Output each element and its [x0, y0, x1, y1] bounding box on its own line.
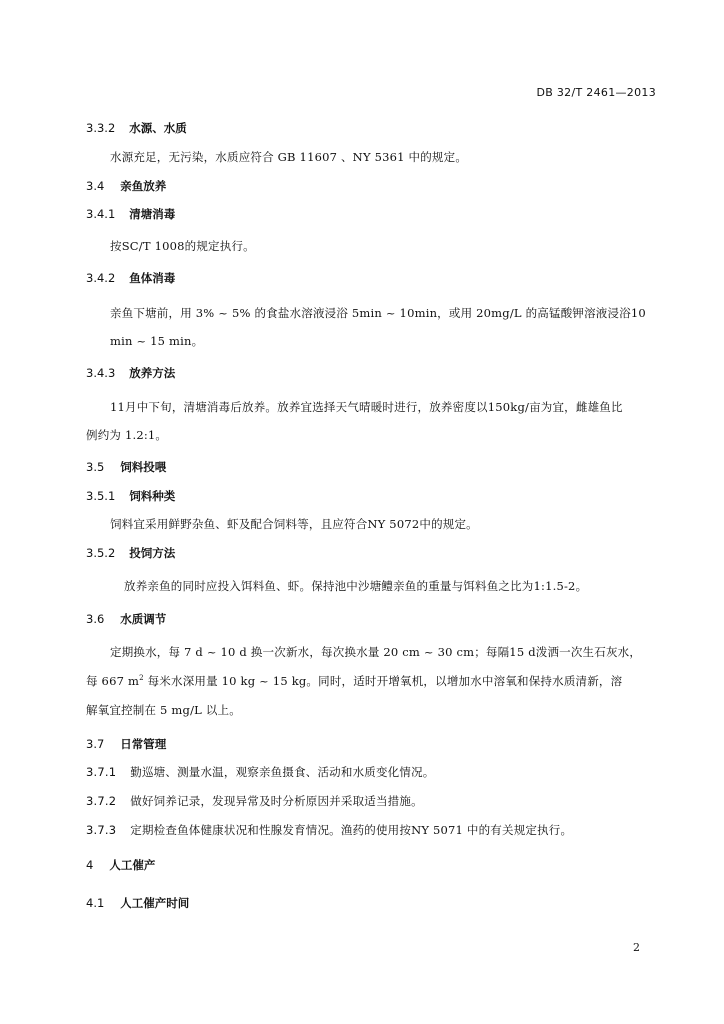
heading-4-1	[86, 895, 189, 911]
section-number: 3.4.2	[86, 271, 116, 285]
item-3-7-1	[86, 764, 434, 780]
section-title: 水源、水质	[129, 121, 187, 135]
section-title: 亲鱼放养	[120, 179, 167, 193]
section-title: 人工催产时间	[120, 896, 190, 910]
paragraph-feed-type: 饲料宜采用鲜野杂鱼、虾及配合饲料等，且应符合NY 5072中的规定。	[110, 517, 478, 531]
section-number: 3.5.1	[86, 489, 116, 503]
item-3-7-3	[86, 822, 572, 838]
section-title: 人工催产	[109, 858, 156, 872]
section-number: 4.1	[86, 896, 105, 910]
heading-3-5	[86, 459, 166, 475]
heading-3-4-1	[86, 206, 175, 222]
heading-3-3-2	[86, 120, 187, 136]
item-text: 定期检查鱼体健康状况和性腺发育情况。渔药的使用按NY 5071 中的有关规定执行。	[130, 823, 573, 837]
section-title: 投饲方法	[129, 546, 176, 560]
document-code-header: DB 32/T 2461—2013	[536, 86, 656, 99]
section-number: 3.5.2	[86, 546, 116, 560]
section-title: 清塘消毒	[129, 207, 176, 221]
superscript: 2	[139, 674, 144, 683]
text-segment: 每米水深用量 10 kg ~ 15 kg。同时，适时开增氧机，以增加水中溶氧和保持水质清新，溶	[143, 674, 623, 688]
heading-3-4-2	[86, 270, 175, 286]
heading-3-5-1	[86, 488, 175, 504]
section-number: 3.7	[86, 737, 105, 751]
paragraph-stocking-line-2: 例约为 1.2:1。	[86, 428, 168, 442]
section-title: 日常管理	[120, 737, 167, 751]
section-title: 饲料投喂	[120, 460, 167, 474]
heading-4	[86, 857, 155, 873]
section-number: 3.4	[86, 179, 105, 193]
section-title: 水质调节	[120, 612, 167, 626]
heading-3-4-3	[86, 365, 175, 381]
section-title: 鱼体消毒	[129, 271, 176, 285]
paragraph-water-adjust-line-3: 解氧宜控制在 5 mg/L 以上。	[86, 703, 241, 717]
section-number: 4	[86, 858, 94, 872]
paragraph-feeding-method: 放养亲鱼的同时应投入饵料鱼、虾。保持池中沙塘鳢亲鱼的重量与饵料鱼之比为1:1.5-2。	[124, 579, 588, 593]
item-number: 3.7.3	[86, 823, 117, 837]
paragraph-fish-disinfection-line-2: min ~ 15 min。	[110, 334, 204, 348]
item-text: 做好饲养记录，发现异常及时分析原因并采取适当措施。	[130, 794, 423, 808]
section-number: 3.5	[86, 460, 105, 474]
heading-3-7	[86, 736, 166, 752]
paragraph-stocking-line-1: 11月中下旬，清塘消毒后放养。放养宜选择天气晴暖时进行，放养密度以150kg/亩为宜，雌雄鱼比	[110, 400, 623, 414]
section-number: 3.6	[86, 612, 105, 626]
item-number: 3.7.2	[86, 794, 117, 808]
item-text: 勤巡塘、测量水温，观察亲鱼摄食、活动和水质变化情况。	[130, 765, 435, 779]
paragraph-water-source: 水源充足，无污染，水质应符合 GB 11607 、NY 5361 中的规定。	[110, 150, 468, 164]
page-number: 2	[633, 941, 640, 954]
item-number: 3.7.1	[86, 765, 117, 779]
section-number: 3.3.2	[86, 121, 116, 135]
heading-3-6	[86, 611, 166, 627]
paragraph-water-adjust-line-1: 定期换水，每 7 d ~ 10 d 换一次新水，每次换水量 20 cm ~ 30 cm；每隔15 d泼洒一次生石灰水，	[110, 645, 642, 659]
paragraph-fish-disinfection-line-1: 亲鱼下塘前，用 3% ~ 5% 的食盐水溶液浸浴 5min ~ 10min，或用 20mg/L 的高锰酸钾溶液浸浴10	[110, 306, 646, 320]
section-number: 3.4.3	[86, 366, 116, 380]
text-segment: 每 667 m	[86, 674, 140, 688]
heading-3-4	[86, 178, 166, 194]
heading-3-5-2	[86, 545, 175, 561]
paragraph-water-adjust-line-2	[86, 673, 622, 689]
section-number: 3.4.1	[86, 207, 116, 221]
section-title: 饲料种类	[129, 489, 176, 503]
section-title: 放养方法	[129, 366, 176, 380]
item-3-7-2	[86, 793, 423, 809]
paragraph-pond-disinfection: 按SC/T 1008的规定执行。	[110, 239, 255, 253]
